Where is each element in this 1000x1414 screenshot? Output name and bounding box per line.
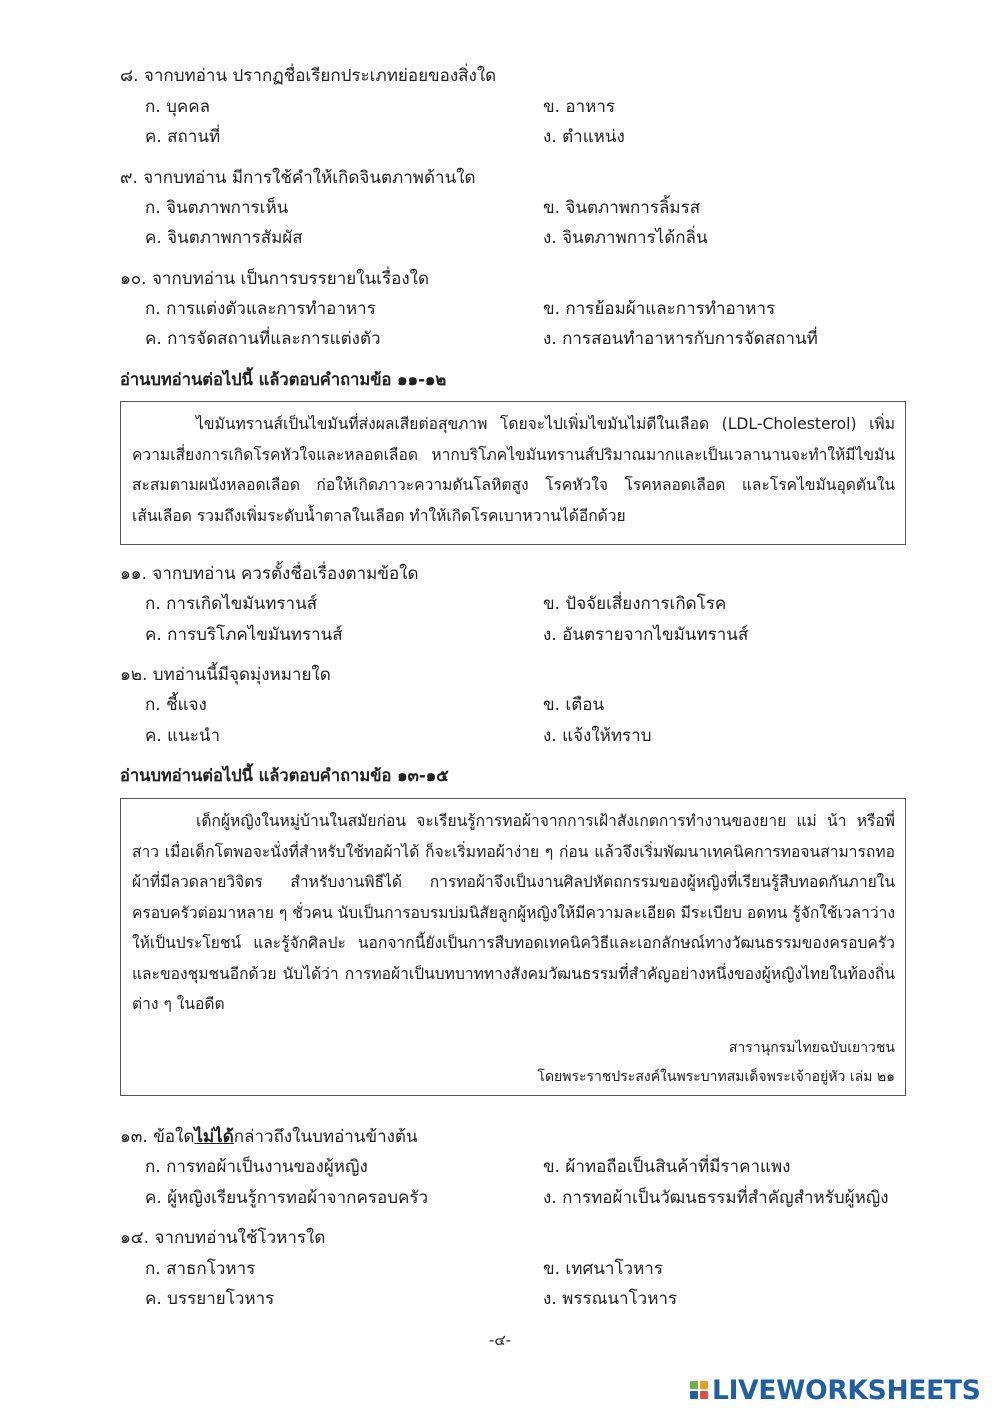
passage-2-text: เด็กผู้หญิงในหมู่บ้านในสมัยก่อน จะเรียนรู้การทอผ้าจากการเฝ้าสังเกตการทำงานของยาย แม่ น้า หรือพี่สาว เมื่อเด็กโตพอจะนั่งที่สำหรับใช้ทอผ้าได้ ก็จะเริ่มทอผ้าง่าย ๆ ก่อน แล้วจึงเริ่มพัฒนาเทคนิคการทอจนสามารถทอผ้าที่มีลวดลายวิจิตร สำหรับงานพิธีได้ การทอผ้าจึงเป็นงานศิลปหัตถกรรมของผู้หญิงที่เรียนรู้สืบทอดกันภายในครอบครัวต่อมาหลาย ๆ ชั่วคน นับเป็นการอบรมบ่มนิสัยลูกผู้หญิงให้มีความละเอียด มีระเบียบ อดทน รู้จักใช้เวลาว่างให้เป็นประโยชน์ และรู้จักศิลปะ นอกจากนี้ยังเป็นการสืบทอดเทคนิควิธีและเอกลักษณ์ทางวัฒนธรรมของครอบครัวและของชุมชนอีกด้วย นับได้ว่า การทอผ้าเป็นบทบาททางสังคมวัฒนธรรมที่สำคัญอย่างหนึ่งของผู้หญิงไทยในท้องถิ่นต่าง ๆ ในอดีต	[132, 812, 895, 1013]
q8-option-b[interactable]: ข. อาหาร	[543, 97, 616, 117]
q8-option-c[interactable]: ค. สถานที่	[145, 127, 221, 147]
q13-suffix: กล่าวถึงในบทอ่านข้างต้น	[233, 1127, 418, 1147]
page-number: -๔-	[488, 1331, 512, 1349]
q11-option-b[interactable]: ข. ปัจจัยเสี่ยงการเกิดโรค	[543, 594, 727, 614]
q9-option-d[interactable]: ง. จินตภาพการได้กลิ่น	[543, 228, 708, 248]
q14-option-b[interactable]: ข. เทศนาโวหาร	[543, 1259, 663, 1279]
q9-option-a[interactable]: ก. จินตภาพการเห็น	[145, 198, 289, 218]
question-8: ๘. จากบทอ่าน ปรากฏชื่อเรียกประเภทย่อยของสิ่งใด	[120, 66, 497, 86]
question-11: ๑๑. จากบทอ่าน ควรตั้งชื่อเรื่องตามข้อใด	[120, 564, 419, 584]
q13-emphasis: ไม่ได้	[194, 1127, 234, 1147]
q10-option-b[interactable]: ข. การย้อมผ้าและการทำอาหาร	[543, 299, 776, 319]
q13-option-c[interactable]: ค. ผู้หญิงเรียนรู้การทอผ้าจากครอบครัว	[145, 1188, 429, 1208]
q10-option-a[interactable]: ก. การแต่งตัวและการทำอาหาร	[145, 299, 376, 319]
section-heading-11-12: อ่านบทอ่านต่อไปนี้ แล้วตอบคำถามข้อ ๑๑-๑๒	[120, 370, 447, 389]
passage-1-text: ไขมันทรานส์เป็นไขมันที่ส่งผลเสียต่อสุขภาพ โดยจะไปเพิ่มไขมันไม่ดีในเลือด (LDL-Cholesterol) เพิ่มความเสี่ยงการเกิดโรคหัวใจและหลอดเลือด หากบริโภคไขมันทรานส์ปริมาณมากและเป็นเวลานานจะทำให้มีไขมันสะสมตามผนังหลอดเลือด ก่อให้เกิดภาวะความดันโลหิตสูง โรคหัวใจ โรคหลอดเลือด และโรคไขมันอุดตันในเส้นเลือด รวมถึงเพิ่มระดับน้ำตาลในเลือด ทำให้เกิดโรคเบาหวานได้อีกด้วย	[132, 415, 895, 525]
source-line-2: โดยพระราชประสงค์ในพระบาทสมเด็จพระเจ้าอยู่หัว เล่ม ๒๑	[537, 1068, 895, 1085]
q14-option-a[interactable]: ก. สาธกโวหาร	[145, 1259, 256, 1279]
q9-option-c[interactable]: ค. จินตภาพการสัมผัส	[145, 228, 303, 248]
question-13	[120, 1126, 418, 1148]
q13-option-d[interactable]: ง. การทอผ้าเป็นวัฒนธรรมที่สำคัญสำหรับผู้หญิง	[543, 1188, 889, 1208]
question-9: ๙. จากบทอ่าน มีการใช้คำให้เกิดจินตภาพด้านใด	[120, 168, 476, 188]
q10-option-d[interactable]: ง. การสอนทำอาหารกับการจัดสถานที่	[543, 329, 818, 349]
q8-option-d[interactable]: ง. ตำแหน่ง	[543, 127, 625, 147]
section-heading-13-15: อ่านบทอ่านต่อไปนี้ แล้วตอบคำถามข้อ ๑๓-๑๕	[120, 766, 449, 785]
q11-option-d[interactable]: ง. อันตรายจากไขมันทรานส์	[543, 625, 749, 645]
q14-option-d[interactable]: ง. พรรณนาโวหาร	[543, 1289, 678, 1309]
question-14: ๑๔. จากบทอ่านใช้โวหารใด	[120, 1228, 326, 1248]
question-12: ๑๒. บทอ่านนี้มีจุดมุ่งหมายใด	[120, 665, 331, 685]
source-line-1: สารานุกรมไทยฉบับเยาวชน	[728, 1039, 895, 1056]
q10-option-c[interactable]: ค. การจัดสถานที่และการแต่งตัว	[145, 329, 381, 349]
q14-option-c[interactable]: ค. บรรยายโวหาร	[145, 1289, 275, 1309]
q12-option-c[interactable]: ค. แนะนำ	[145, 726, 221, 746]
q9-option-b[interactable]: ข. จินตภาพการลิ้มรส	[543, 198, 701, 218]
q11-option-c[interactable]: ค. การบริโภคไขมันทรานส์	[145, 625, 343, 645]
q11-option-a[interactable]: ก. การเกิดไขมันทรานส์	[145, 594, 318, 614]
question-10: ๑๐. จากบทอ่าน เป็นการบรรยายในเรื่องใด	[120, 269, 429, 289]
q12-option-d[interactable]: ง. แจ้งให้ทราบ	[543, 726, 652, 746]
q13-option-a[interactable]: ก. การทอผ้าเป็นงานของผู้หญิง	[145, 1157, 368, 1177]
q13-prefix: ๑๓. ข้อใด	[120, 1127, 195, 1147]
q8-option-a[interactable]: ก. บุคคล	[145, 97, 211, 117]
passage-box-2	[120, 798, 906, 1096]
logo-grid-icon	[690, 1381, 708, 1399]
liveworksheets-logo[interactable]	[690, 1373, 981, 1407]
q12-option-a[interactable]: ก. ชี้แจง	[145, 695, 207, 715]
q13-option-b[interactable]: ข. ผ้าทอถือเป็นสินค้าที่มีราคาแพง	[543, 1157, 791, 1177]
q12-option-b[interactable]: ข. เตือน	[543, 695, 605, 715]
passage-box-1	[120, 401, 906, 545]
logo-text: LIVEWORKSHEETS	[712, 1374, 981, 1406]
